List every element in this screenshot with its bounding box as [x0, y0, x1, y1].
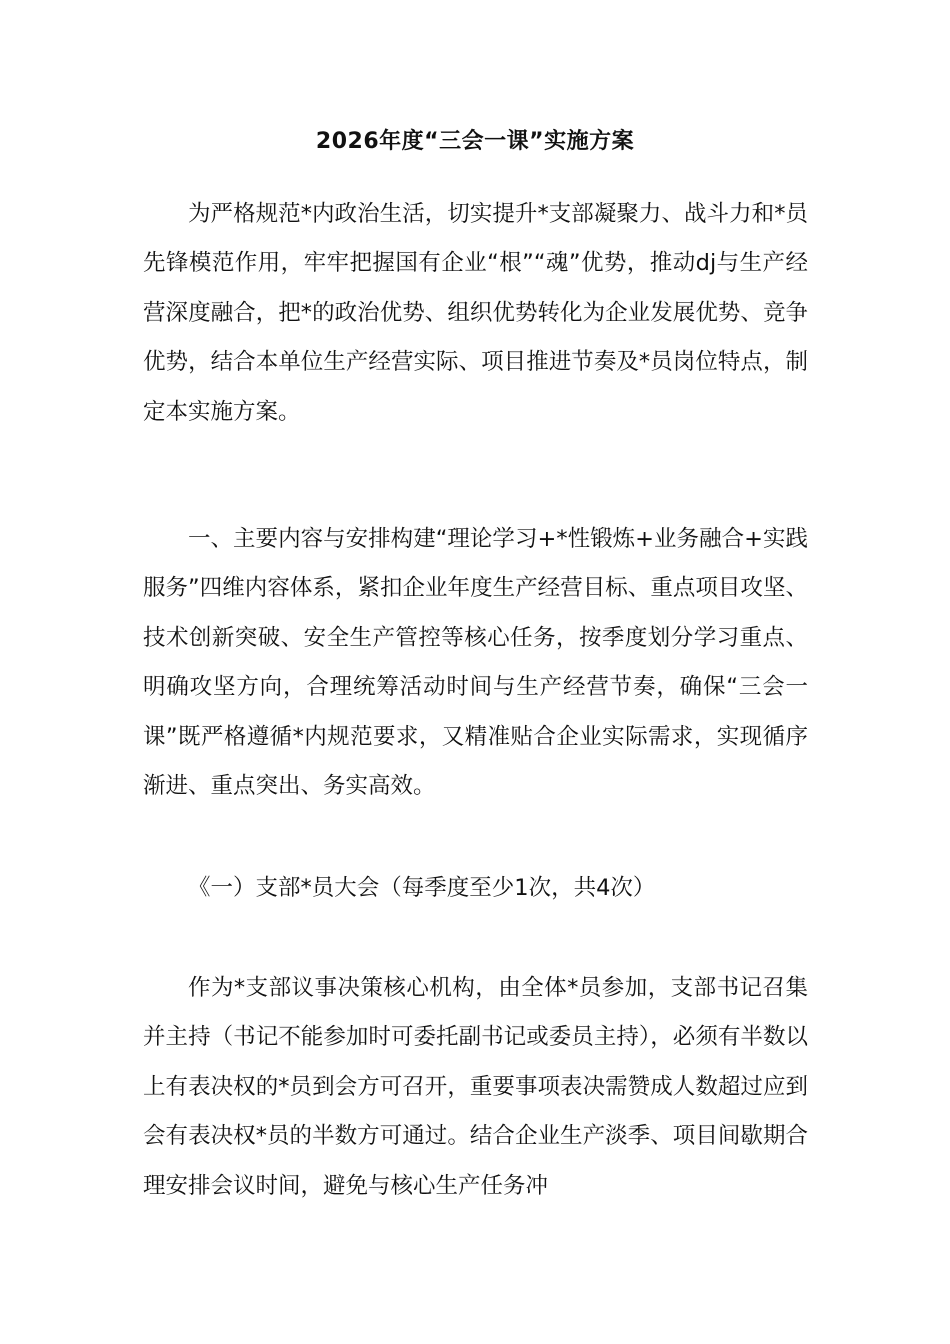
paragraph-meeting-rules: 作为*支部议事决策核心机构，由全体*员参加，支部书记召集并主持（书记不能参加时可委托副书记或委员主持），必须有半数以上有表决权的*员到会方可召开，重要事项表决需赞成人数超过应到会有表决权*员的半数方可通过。结合企业生产淡季、项目间歇期合理安排会议时间，避免与核心生产任务冲: [143, 975, 808, 1199]
paragraph-intro: 为严格规范*内政治生活，切实提升*支部凝聚力、战斗力和*员先锋模范作用，牢牢把握国有企业“根”“魂”优势，推动dj与生产经营深度融合，把*的政治优势、组织优势转化为企业发展优势、竞争优势，结合本单位生产经营实际、项目推进节奏及*员岗位特点，制定本实施方案。: [143, 201, 808, 425]
document-title: 2026年度“三会一课”实施方案: [315, 129, 635, 154]
paragraph-main-content: 一、主要内容与安排构建“理论学习+*性锻炼+业务融合+实践服务”四维内容体系，紧扣企业年度生产经营目标、重点项目攻坚、技术创新突破、安全生产管控等核心任务，按季度划分学习重点、明确攻坚方向，合理统筹活动时间与生产经营节奏，确保“三会一课”既严格遵循*内规范要求，又精准贴合企业实际需求，实现循序渐进、重点突出、务实高效。: [143, 526, 808, 800]
section-heading-party-member-meeting: 《一）支部*员大会（每季度至少1次，共4次）: [188, 875, 656, 901]
